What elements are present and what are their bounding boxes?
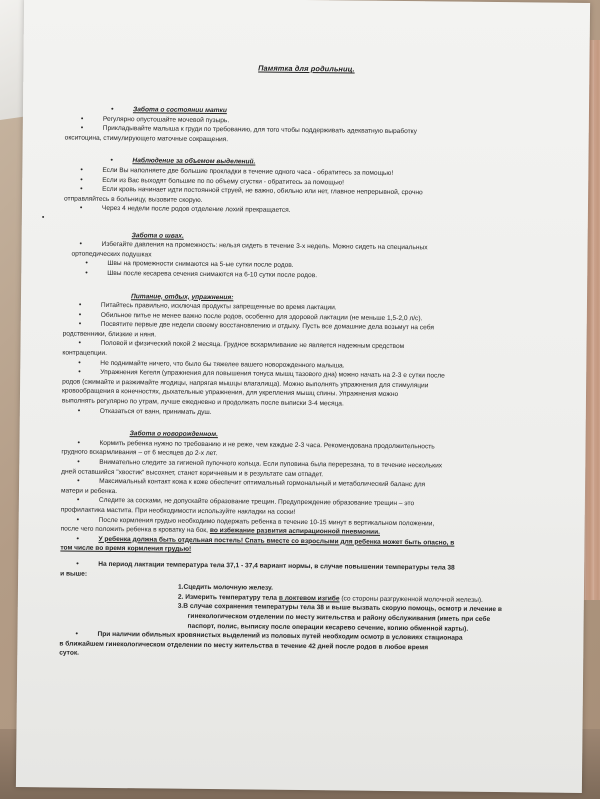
list-item-warning: • У ребенка должна быть отдельная постель! Спать вместе со взрослыми для ребенка может быть опасно, в xyxy=(60,534,572,549)
list-item-continuation: том числе во время кормления грудью! xyxy=(60,544,192,554)
list-item: • Прикладывайте малыша к груди по требованию, для того чтобы поддерживать адекватную выработку xyxy=(65,124,577,139)
emphasis-text: в локтевом изгибе xyxy=(278,594,340,603)
list-item: • Кормить ребенка нужно по требованию и не реже, чем каждые 2-3 часа. Рекомендована продолжительность xyxy=(61,438,573,453)
list-item-continuation: ортопедических подушках xyxy=(71,250,152,259)
list-item-continuation: окситоцина, стимулирующего маточные сокращения. xyxy=(64,134,229,143)
document-sheet xyxy=(16,0,590,793)
text-fragment: 2. Измерить температуру тела xyxy=(177,593,278,602)
list-item: • Если Вы наполняете две большие прокладки в течение одного часа - обратитесь за помощью! xyxy=(64,165,576,180)
list-item: • Если кровь начинает идти постоянной струей, не важно, обильно или нет, главное непрерывной, срочно xyxy=(64,185,576,200)
numbered-step: 3.В случае сохранения температуры тела 38 и выше вызвать скорую помощь, осмотр и лечение в xyxy=(177,603,503,614)
list-item: • Внимательно следите за гигиеной пупочного кольца. Если пуповина была перерезана, то в течение нескольких xyxy=(61,457,573,472)
list-item-continuation: кровообращения в конечностях, дыхательные упражнения, для укрепления мышц спины. Упражнения можно xyxy=(61,387,399,399)
list-item: • Через 4 недели после родов отделение лохий прекращается. xyxy=(64,204,576,219)
list-item: • Избегайте давления на промежность: нельзя сидеть в течение 3-х недель. Можно сидеть на специальных xyxy=(64,240,576,255)
list-item: • После кормления грудью необходимо подержать ребенка в течение 10-15 минут в вертикальном положении, xyxy=(61,515,573,530)
list-item: • Посвятите первые две недели своему восстановлению и отдыху. Пусть все домашние дела возьмут на себя xyxy=(63,320,575,335)
list-item: • Половой и физический покой 2 месяца. Грудное вскармливание не является надежным средством xyxy=(62,339,574,354)
document-body xyxy=(59,97,577,663)
list-item-lactation: • На период лактации температура тела 37,1 - 37,4 вариант нормы, в случае повышении температуры тела 38 xyxy=(60,559,572,574)
emphasis-text: во избежание развития аспирационной пневмонии. xyxy=(209,527,381,536)
list-item: • Обильное питье не менее важно после родов, особенно для здоровой лактации (не меньше 1,5-2,0 л/с). xyxy=(63,310,575,325)
list-item-continuation: профилактика мастита. При необходимости используйте накладки на соски! xyxy=(60,506,296,516)
list-item: • Регулярно опустошайте мочевой пузырь. xyxy=(65,114,577,129)
list-item: • Упражнения Кегеля (упражнения для повышения тонуса мышц тазового дна) можно начать на 2-3 е сутки после xyxy=(62,368,574,383)
section-title-discharge: • Наблюдение за объемом выделений. xyxy=(132,157,576,171)
list-item: • Отказаться от ванн, принимать душ. xyxy=(62,406,574,421)
list-item: • Следите за сосками, не допускайте образование трещин. Предупреждение образование трещин – это xyxy=(61,496,573,511)
text-fragment: после чего положить ребенка в кроватку на бок, xyxy=(60,525,209,535)
document-title: Памятка для родильниц. xyxy=(258,63,355,74)
numbered-step-continuation: паспорт, полис, выписку после операции кесарево сечение, копию обменной карты). xyxy=(187,622,469,633)
list-item: • Швы на промежности снимаются на 5-ые сутки после родов. xyxy=(63,259,575,274)
list-item: • При наличии обильных кровянистых выделений из половых путей необходим осмотр в условиях стационара xyxy=(59,630,571,645)
list-item-continuation: отправляйтесь в больницу, вызовите скорую. xyxy=(64,195,203,204)
list-item-continuation: матери и ребенка. xyxy=(60,487,118,495)
numbered-step: 1.Сцедить молочную железу. xyxy=(177,583,273,592)
list-item-continuation: грудного вскармливания – от 6 месяцев до 2-х лет. xyxy=(61,448,218,458)
section-title-newborn: Забота о новорожденном. xyxy=(129,430,218,439)
numbered-step-continuation: гинекологическом отделении по месту жительства и району обслуживания (иметь при себе xyxy=(187,612,491,623)
section-title-uterus: • Забота о состоянии матки xyxy=(133,105,577,119)
text-fragment: (со стороны разгруженной молочной железы). xyxy=(341,595,483,604)
list-item-continuation: родов (сжимайте и разжимайте ягодицы, напрягая мышцы влагалища). Можно выполнять упражнения для стимуляции xyxy=(62,378,429,390)
list-item: • Питайтесь правильно, исключая продукты запрещенные во время лактации. xyxy=(63,301,575,316)
list-item-continuation: и выше: xyxy=(60,569,88,578)
section-title-nutrition: Питание, отдых, упражнения: xyxy=(130,292,234,301)
section-title-stitches: Забота о швах. xyxy=(131,231,184,240)
list-item: • Не поднимайте ничего, что было бы тяжелее вашего новорожденного малыша. xyxy=(62,358,574,373)
list-item-continuation: выполнять регулярно по утрам, лучше ежедневно и продолжать после выписки 3-4 месяца. xyxy=(61,397,344,408)
list-item-continuation: в ближайшем гинекологическом отделении по месту жительства в течение 42 дней после родов в любое время xyxy=(59,640,429,652)
list-item-continuation: контрацепции. xyxy=(62,349,108,358)
list-item: • Максимальный контакт кожа к коже обеспечит оптимальный гормональный и метаболический баланс для xyxy=(61,477,573,492)
list-item: • Швы после кесарева сечения снимаются на 6-10 сутки после родов. xyxy=(63,268,575,283)
list-item-continuation: дней оставшийся "хвостик" высохнет, станет коричневым и в результате сам отпадет. xyxy=(61,468,324,478)
list-item: • Если из Вас выходят большие по по объему сгустки - обратитесь за помощью! xyxy=(64,175,576,190)
list-item-continuation: суток. xyxy=(59,649,80,657)
list-item-continuation: родственники, близкие и няня. xyxy=(62,330,157,339)
